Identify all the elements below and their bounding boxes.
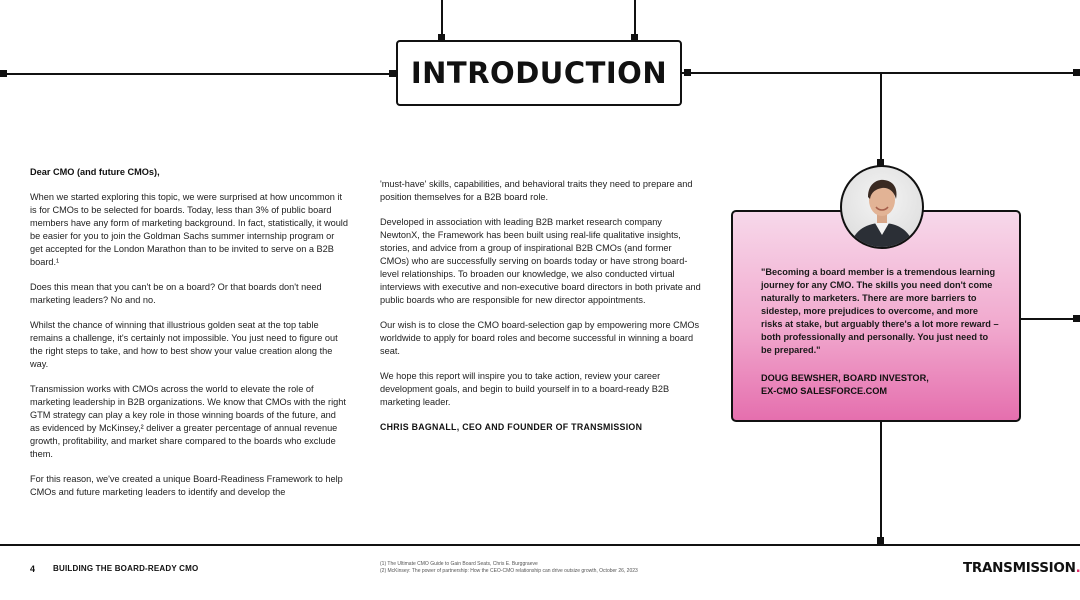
letter-column-2 [380, 178, 702, 446]
connector-dot [389, 70, 396, 77]
transmission-logo [963, 560, 1080, 576]
letter-column-1 [30, 166, 348, 511]
quote-attribution [761, 372, 999, 398]
letter-paragraph: We hope this report will inspire you to take action, review your career development goals, and begin to build yourself in to a board-ready B2B marketing leader. [380, 371, 670, 407]
connector-bottom-horizontal [0, 544, 1080, 546]
connector-dot [877, 537, 884, 544]
logo-text: TRANSMISSION [963, 560, 1076, 576]
page-number: 4 [30, 564, 36, 574]
quote-attribution-line: EX-CMO SALESFORCE.COM [761, 386, 888, 396]
logo-dot: . [1075, 560, 1080, 576]
letter-signature: CHRIS BAGNALL, CEO AND FOUNDER OF TRANSMISSION [380, 422, 643, 432]
connector-dot [1073, 315, 1080, 322]
connector-dot [684, 69, 691, 76]
letter-paragraph: When we started exploring this topic, we were surprised at how uncommon it is for CMOs to be selected for boards. Today, less than 3% of public board members have any form of marketing background. In fact, statistically, it would be easier for you to join the Goldman Sachs summer internship program or get accepted for the London Marathon than to be invited to serve on a B2B board.¹ [30, 192, 348, 267]
portrait-image [842, 167, 922, 247]
footer-title: BUILDING THE BOARD-READY CMO [53, 564, 199, 573]
letter-paragraph: Does this mean that you can't be on a board? Or that boards don't need marketing leaders? No and no. [30, 282, 322, 305]
connector-avatar-vertical [880, 73, 882, 166]
letter-paragraph: Whilst the chance of winning that illustrious golden seat at the top table remains a challenge, it's certainly not impossible. You just need to figure out the right steps to take, and how to best show your value creation along the way. [30, 320, 338, 369]
footnote: (2) McKinsey: The power of partnership: How the CEO-CMO relationship can drive outsize growth, October 26, 2023 [380, 567, 638, 574]
connector-dot [1073, 69, 1080, 76]
letter-paragraph: Transmission works with CMOs across the world to elevate the role of marketing leadership in B2B organizations. We know that CMOs with the right GTM strategy can play a key role in those winning boards of the future, and as evidenced by McKinsey,² deliver a greater percentage of annual revenue growth, profitability, and market share compared to the boards who exclude them. [30, 384, 346, 459]
title-box [396, 40, 682, 106]
letter-paragraph: 'must-have' skills, capabilities, and behavioral traits they need to prepare and position themselves for a B2B board role. [380, 179, 693, 202]
quote-text: "Becoming a board member is a tremendous learning journey for any CMO. The skills you need don't come naturally to marketers. There are more barriers to sidestep, more prejudices to overcome, and more risks at stake, but arguably there's a lot more reward – both professionally and personally. You just need to be prepared." [761, 267, 999, 355]
quote-attribution-line: DOUG BEWSHER, BOARD INVESTOR, [761, 373, 929, 383]
connector-card-right [1021, 318, 1080, 320]
avatar [840, 165, 924, 249]
letter-salutation: Dear CMO (and future CMOs), [30, 167, 160, 177]
footnotes [380, 561, 710, 574]
letter-paragraph: Our wish is to close the CMO board-selection gap by empowering more CMOs worldwide to apply for board roles and become successful in winning a board seat. [380, 320, 700, 356]
letter-paragraph: Developed in association with leading B2B market research company NewtonX, the Framework has been built using real-life qualitative insights, stories, and advice from a group of inspirational B2B CMOs (and former CMOs) who are successfully serving on boards today or have strong board-level relationships. To broaden our knowledge, we also conducted virtual interviews with executive and non-executive board directors in both private and public boards who are responsible for new director appointments. [380, 217, 701, 305]
connector-card-bottom [880, 422, 882, 544]
connector-left-horizontal [0, 73, 396, 75]
footnote: (1) The Ultimate CMO Guide to Gain Board Seats, Chris E. Burggraeve [380, 561, 538, 567]
letter-paragraph: For this reason, we've created a unique Board-Readiness Framework to help CMOs and future marketing leaders to identify and develop the [30, 474, 343, 497]
page-title: INTRODUCTION [410, 56, 668, 90]
connector-dot [0, 70, 7, 77]
